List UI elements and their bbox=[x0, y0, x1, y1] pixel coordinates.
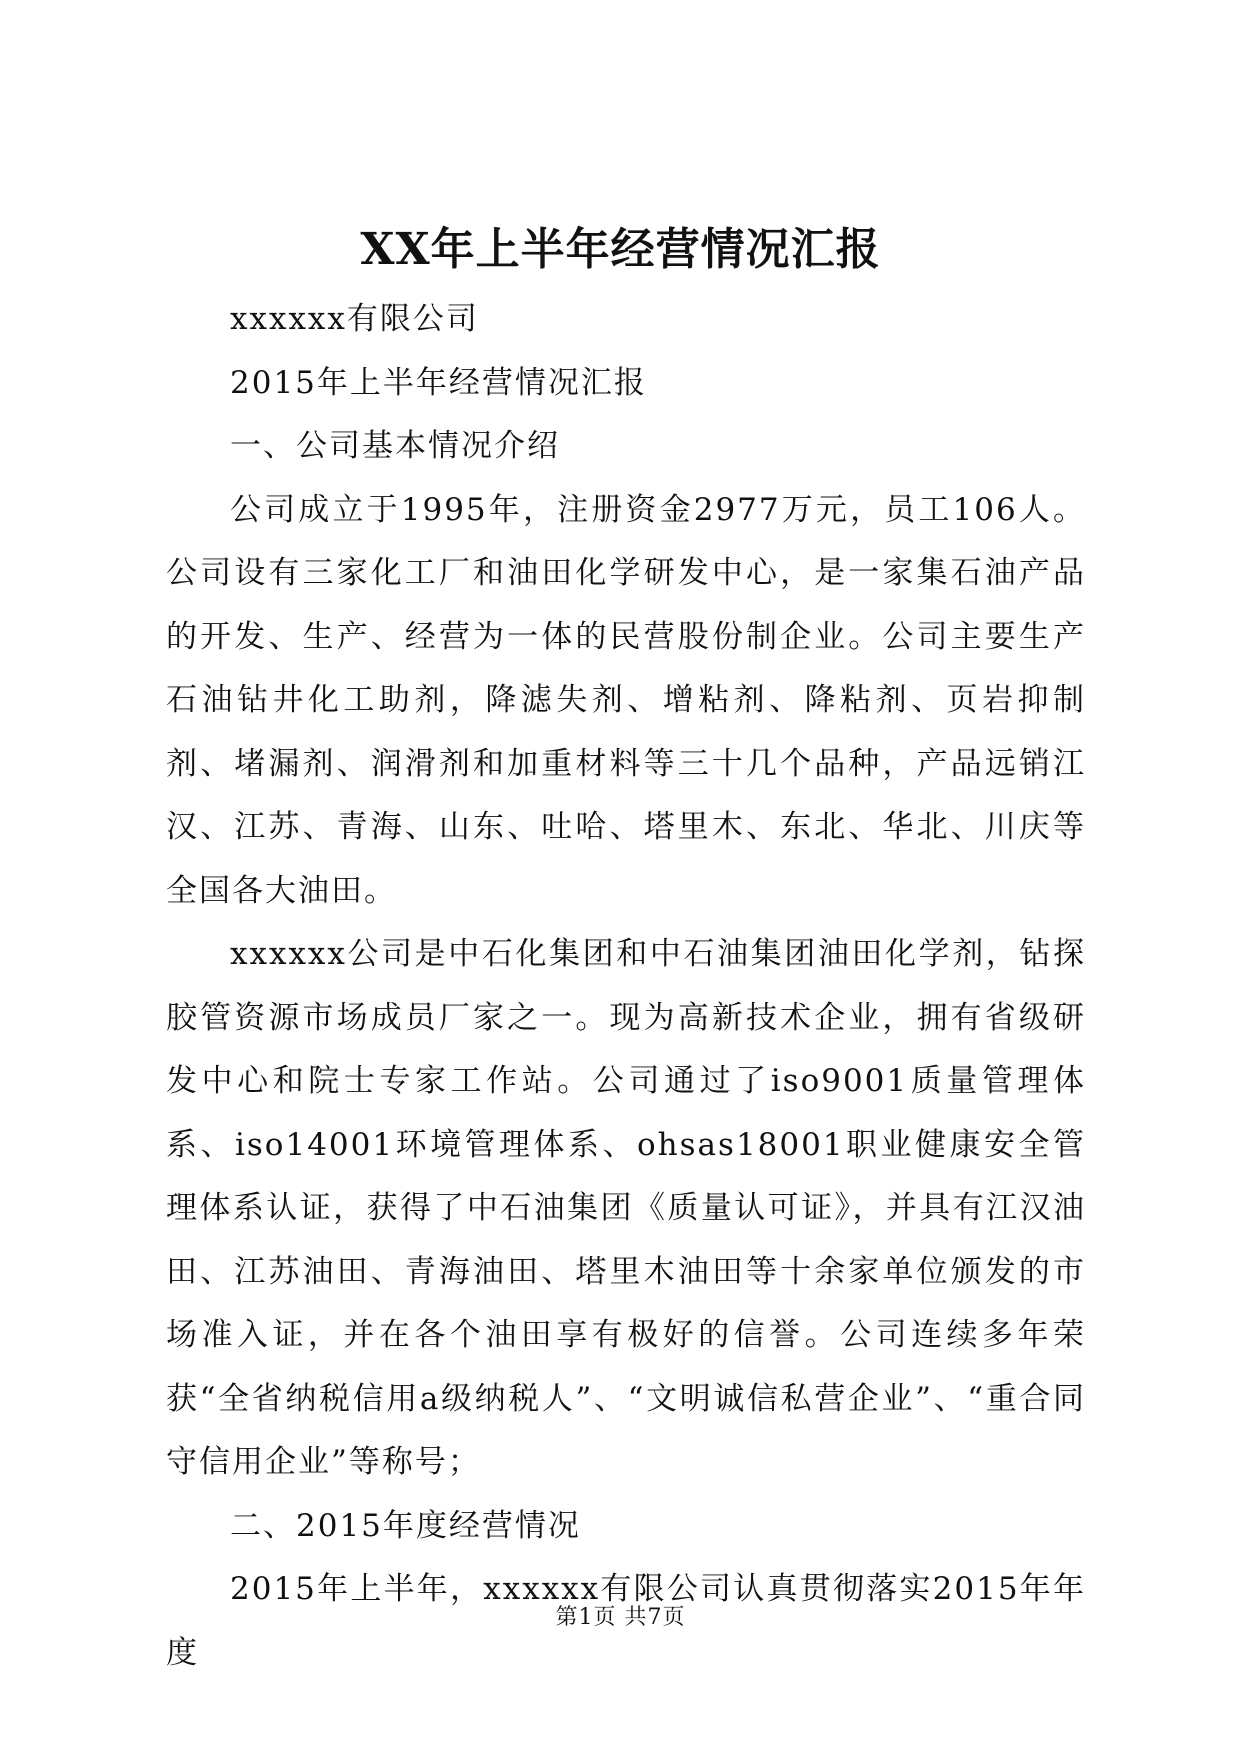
section-heading-2: 二、2015年度经营情况 bbox=[230, 1507, 581, 1544]
document-body bbox=[166, 288, 1086, 1685]
company-name-line: xxxxxx有限公司 bbox=[230, 301, 479, 337]
body-paragraph: 2015年上半年，xxxxxx有限公司认真贯彻落实2015年年度 bbox=[166, 1571, 1086, 1671]
body-paragraph: xxxxxx公司是中石化集团和中石油集团油田化学剂，钻探胶管资源市场成员厂家之一。现为高新技术企业，拥有省级研发中心和院士专家工作站。公司通过了iso9001质量管理体系、iso14001环境管理体系、ohsas18001职业健康安全管理体系认证，获得了中石油集团《质量认可证》，并具有江汉油田、江苏油田、青海油田、塔里木油田等十余家单位颁发的市场准入证，并在各个油田享有极好的信誉。公司连续多年荣获“全省纳税信用a级纳税人”、“文明诚信私营企业”、“重合同守信用企业”等称号； bbox=[166, 936, 1086, 1480]
report-subtitle: 2015年上半年经营情况汇报 bbox=[230, 364, 647, 401]
body-paragraph: 公司成立于1995年，注册资金2977万元，员工106人。公司设有三家化工厂和油田化学研发中心，是一家集石油产品的开发、生产、经营为一体的民营股份制企业。公司主要生产石油钻井化工助剂，降滤失剂、增粘剂、降粘剂、页岩抑制剂、堵漏剂、润滑剂和加重材料等三十几个品种，产品远销江汉、江苏、青海、山东、吐哈、塔里木、东北、华北、川庆等全国各大油田。 bbox=[166, 491, 1086, 909]
document-title: XX年上半年经营情况汇报 bbox=[360, 224, 881, 275]
page-footer: 第1页 共7页 bbox=[555, 1605, 686, 1630]
section-heading-1: 一、公司基本情况介绍 bbox=[230, 428, 560, 464]
